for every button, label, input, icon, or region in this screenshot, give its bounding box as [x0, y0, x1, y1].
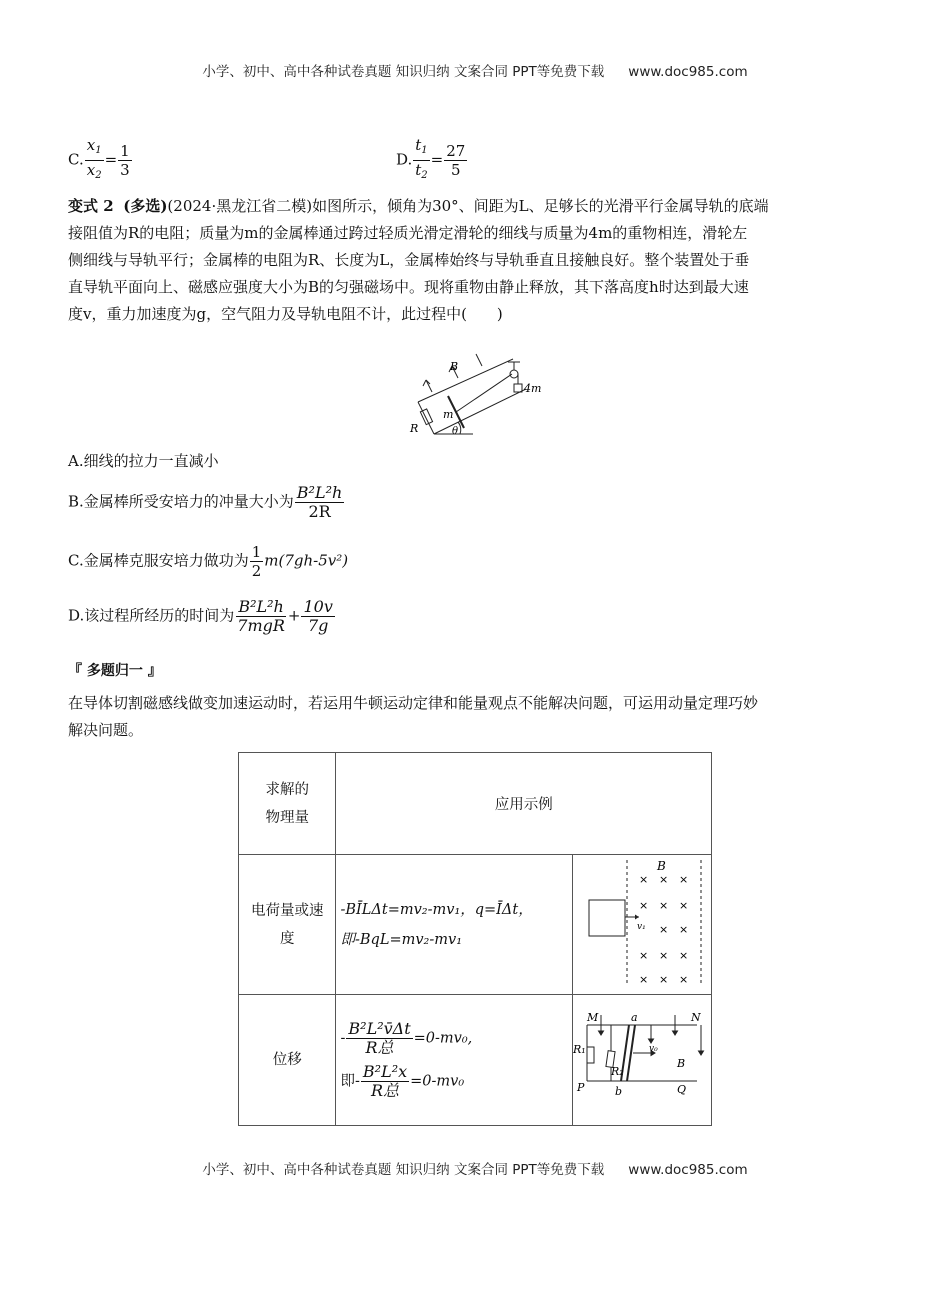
option-c[interactable]: C.金属棒克服安培力做功为 $\frac{1}{2}$ m(7gh-5v²) [68, 543, 349, 580]
option-d[interactable]: D.该过程所经历的时间为 $\frac{\text{B²L²h}}{\text{7mgR}}$ + $\frac{10v}{7g}$ [68, 597, 333, 635]
incline-figure [408, 352, 558, 442]
svg-text:N: N [690, 1011, 701, 1024]
svg-text:×: × [658, 949, 669, 962]
svg-text:Q: Q [676, 1083, 687, 1096]
option-a[interactable]: A.细线的拉力一直减小 [68, 452, 219, 470]
table-row2-quantity: 位移 [239, 995, 336, 1126]
page-header [0, 60, 950, 80]
summary-title: 『 多题归一 』 [68, 663, 162, 679]
svg-text:×: × [638, 899, 649, 912]
svg-text:B: B [656, 859, 666, 873]
table-head-quantity: 求解的 物理量 [239, 753, 336, 855]
problem-statement: 变式 2 (多选)(2024·黑龙江省二模)如图所示，倾角为30°、间距为L、足够长的光滑平行金属导轨的底端 接阻值为R的电阻；质量为m的金属棒通过跨过轻质光滑定滑轮的细线与质量为4m的重物相连，滑轮左 侧细线与导轨平行；金属棒的电阻为R、长度为L，金属棒始终与导轨垂直且接触良好。整个装置处于垂 直导轨平面向上、磁感应强度大小为B的匀强磁场中。现将重物由静止释放，其下落高度h时达到最大速 度v，重力加速度为g，空气阻力及导轨电阻不计，此过程中( ) [68, 197, 769, 323]
table-row1-quantity: 电荷量或速 度 [239, 855, 336, 995]
header-text: 小学、初中、高中各种试卷真题 知识归纳 文案合同 PPT等免费下载 [202, 64, 605, 80]
label-B: B [450, 360, 459, 373]
svg-text:×: × [658, 923, 669, 936]
footer-text: 小学、初中、高中各种试卷真题 知识归纳 文案合同 PPT等免费下载 [202, 1162, 605, 1178]
page-footer [0, 1158, 950, 1178]
svg-text:×: × [658, 873, 669, 886]
svg-text:M: M [586, 1011, 599, 1024]
summary-text: 在导体切割磁感线做变加速运动时，若运用牛顿运动定律和能量观点不能解决问题，可运用动量定理巧妙 解决问题。 [68, 694, 759, 739]
problem-tag: (多选) [123, 197, 168, 215]
svg-text:×: × [638, 873, 649, 886]
svg-text:v₁: v₁ [636, 922, 646, 932]
svg-text:×: × [658, 899, 669, 912]
table-row2-formula: - $\frac{\text{B²L²v̄Δt}}{\text{R总}}$ =0-mv₀, 即- $\frac{\text{B²L²x}}{\text{R总}}$ =0-mv₀ [336, 995, 573, 1126]
svg-text:×: × [658, 973, 669, 986]
svg-text:b: b [614, 1085, 623, 1098]
problem-label: 变式 2 [68, 197, 114, 215]
table-head-example: 应用示例 [336, 753, 712, 855]
svg-text:×: × [638, 949, 649, 962]
table-row1-figure [572, 855, 711, 995]
header-url[interactable]: www.doc985.com [628, 64, 748, 80]
prev-option-c: C. $\frac{x_1}{x_2}$ = $\frac{1}{3}$ [68, 136, 130, 181]
label-4m: 4m [524, 382, 542, 395]
option-b[interactable]: B.金属棒所受安培力的冲量大小为 $\frac{\text{B²L²h}}{2R}$ [68, 483, 343, 521]
svg-text:a: a [630, 1011, 638, 1024]
label-m: m [443, 408, 454, 421]
svg-text:×: × [678, 973, 689, 986]
svg-text:×: × [678, 873, 689, 886]
prev-option-d: D. $\frac{t_1}{t_2}$ = $\frac{27}{5}$ [396, 136, 466, 181]
svg-text:×: × [678, 949, 689, 962]
svg-text:B: B [676, 1057, 686, 1070]
footer-url[interactable]: www.doc985.com [628, 1162, 748, 1178]
svg-text:R₁: R₁ [572, 1043, 586, 1056]
label-R: R [410, 422, 419, 435]
table-row1-formula: -BĪLΔt=mv₂-mv₁，q=ĪΔt， 即-BqL=mv₂-mv₁ [336, 855, 573, 995]
label-theta: θ [452, 426, 459, 437]
svg-text:P: P [576, 1081, 585, 1094]
svg-text:R₂: R₂ [610, 1065, 624, 1078]
svg-text:×: × [638, 973, 649, 986]
summary-table [238, 752, 712, 1126]
svg-text:×: × [678, 923, 689, 936]
problem-source: (2024·黑龙江省二模) [167, 197, 313, 215]
table-row2-figure [572, 995, 711, 1126]
svg-text:v₀: v₀ [648, 1044, 658, 1054]
svg-text:×: × [678, 899, 689, 912]
